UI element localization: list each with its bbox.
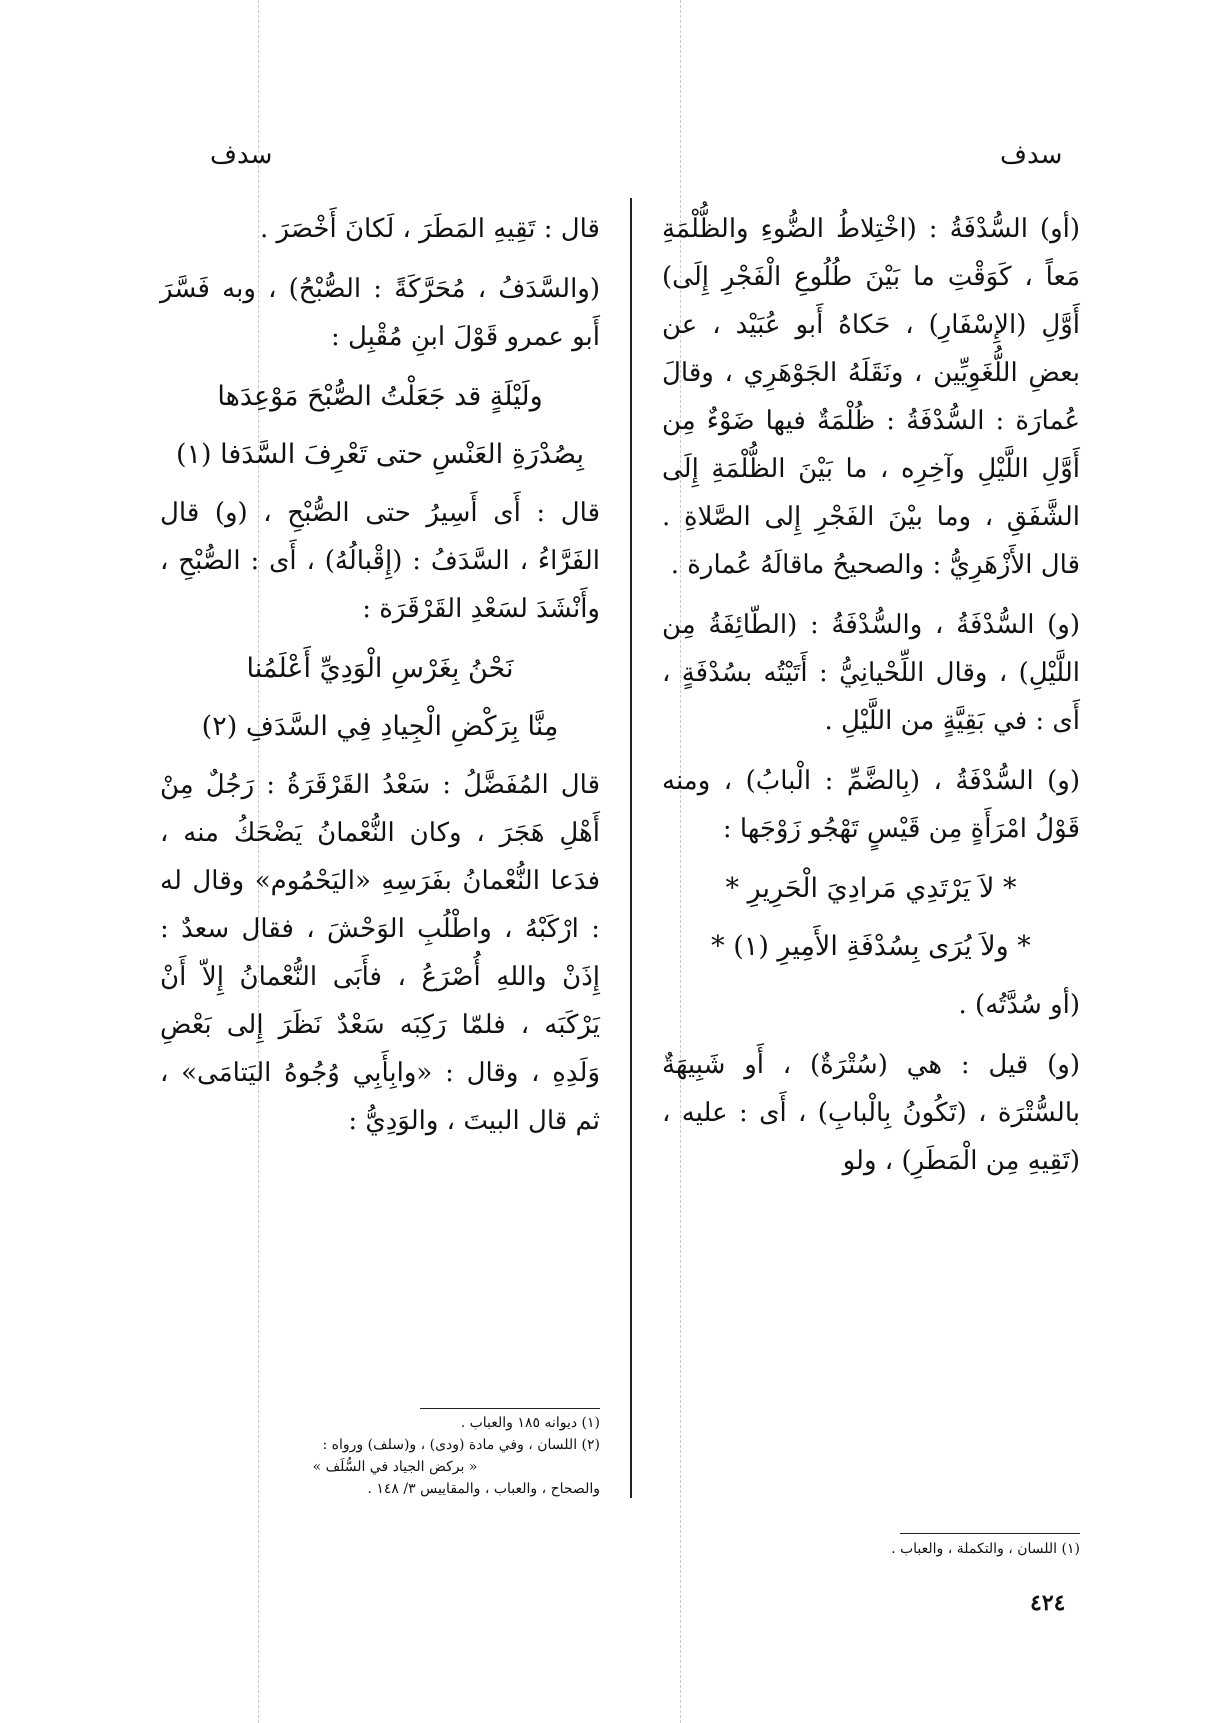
page-number: ٤٢٤	[1030, 1590, 1066, 1616]
verse-line: بِصُدْرَةِ العَنْسِ حتى تَعْرِفَ السَّدَفا (١)	[175, 439, 584, 470]
footnotes-right	[662, 1538, 1080, 1560]
paragraph: (أو) السُّدْفَةُ : (اخْتِلاطُ الضُّوءِ والظُّلْمَةِ مَعاً ، كَوَقْتِ ما بَيْنَ طُلُوعِ الْفَجْرِ إِلَى) أَوَّلِ (الإِسْفَارِ) ، حَكاهُ أَبو عُبَيْد ، عن بعضِ اللُّغَوِيِّين ، ونَقَلَهُ الجَوْهَرِي ، وقالَ عُمارَة : السُّدْفَةُ : ظُلْمَةٌ فيها ضَوْءٌ مِن أَوَّلِ اللَّيْلِ وآخِرِه ، ما بَيْنَ الظُّلْمَةِ إِلَى الشَّفَقِ ، وما بيْنَ الفَجْرِ إِلى الصَّلاةِ . قال الأَزْهَرِيُّ : والصحيحُ ماقالَهُ عُمارة .	[662, 214, 1080, 580]
footnote: والصحاح ، والعباب ، والمقاييس ٣/ ١٤٨ .	[367, 1481, 600, 1497]
footnote: (١) ديوانه ١٨٥ والعباب .	[460, 1415, 600, 1431]
footnote: « بركض الجياد في السُّلَف »	[312, 1459, 478, 1475]
footnote-rule-left	[420, 1408, 600, 1409]
paragraph: قال : أَى أَسِيرُ حتى الصُّبْحِ ، (و) قال الفَرَّاءُ ، السَّدَفُ : (إِقْبالُهُ) ، أَى : الصُّبْحِ ، وأَنْشَدَ لسَعْدِ القَرْقَرَة :	[160, 498, 600, 624]
verse-line: نَحْنُ بِغَرْسِ الْوَدِيِّ أَعْلَمُنا	[246, 653, 514, 684]
verse-line: ولَيْلَةٍ قد جَعَلْتُ الصُّبْحَ مَوْعِدَها	[217, 381, 543, 412]
paragraph: قال المُفَضَّلُ : سَعْدُ القَرْقَرَةُ : رَجُلٌ مِنْ أَهْلِ هَجَرَ ، وكان النُّعْمانُ يَضْحَكُ منه ، فدَعا النُّعْمانُ بفَرَسِهِ «اليَحْمُوم» وقال له : ارْكَبْهُ ، واطْلُبِ الوَحْشَ ، فقال سعدٌ : إِذَنْ واللهِ أُصْرَعُ ، فأَبَى النُّعْمانُ إِلاّ أَنْ يَرْكَبَه ، فلمّا رَكِبَه سَعْدٌ نَظَرَ إِلى بَعْضِ وَلَدِهِ ، وقال : «وابِأَبِي وُجُوهُ اليَتامَى» ، ثم قال البيتَ ، والوَدِيُّ :	[160, 770, 600, 1136]
left-column	[160, 205, 600, 1157]
verse-line: * لاَ يَرْتَدِي مَرادِيَ الْحَرِيرِ *	[725, 873, 1017, 904]
running-header-left: سدف	[210, 140, 273, 170]
paragraph: (و) قيل : هي (سُتْرَةٌ) ، أَو شَبِيهَةٌ بالسُّتْرَة ، (تَكُونُ بِالْبابِ) ، أَى : عليه ، (تَقِيهِ مِن الْمَطَرِ) ، ولو	[662, 1050, 1080, 1176]
footnote: (١) اللسان ، والتكملة ، والعباب .	[891, 1541, 1080, 1557]
footnote: (٢) اللسان ، وفي مادة (ودى) ، و(سلف) ورواه :	[322, 1437, 600, 1453]
verse-line: * ولاَ يُرَى بِسُدْفَةِ الأَمِيرِ (١) *	[711, 931, 1031, 962]
column-divider	[630, 198, 632, 1498]
footnotes-left	[190, 1412, 600, 1500]
right-column	[662, 205, 1080, 1197]
verse-line: مِنَّا بِرَكْضِ الْجِيادِ فِي السَّدَفِ (٢)	[201, 711, 559, 742]
paragraph: (و) السُّدْفَةُ ، والسُّدْفَةُ : (الطّائِفَةُ مِن اللَّيْلِ) ، وقال اللِّحْيانِيُّ : أَتَيْتُه بسُدْفَةٍ ، أَى : في بَقِيَّةٍ من اللَّيْلِ .	[662, 610, 1080, 736]
paragraph: (والسَّدَفُ ، مُحَرَّكَةً : الصُّبْحُ) ، وبه فَسَّرَ أَبو عمرو قَوْلَ ابنِ مُقْبِل :	[160, 274, 600, 352]
footnote-rule-right	[900, 1533, 1080, 1534]
paragraph: (أو سُدَّتُه) .	[958, 990, 1080, 1020]
paragraph: قال : تَقِيهِ المَطَرَ ، لَكانَ أَخْصَرَ .	[259, 214, 600, 244]
paragraph: (و) السُّدْفَةُ ، (بِالضَّمِّ : الْبابُ) ، ومنه قَوْلُ امْرَأَةٍ مِن قَيْسٍ تَهْجُو زَوْجَها :	[662, 766, 1080, 844]
running-header-right: سدف	[1000, 140, 1063, 170]
